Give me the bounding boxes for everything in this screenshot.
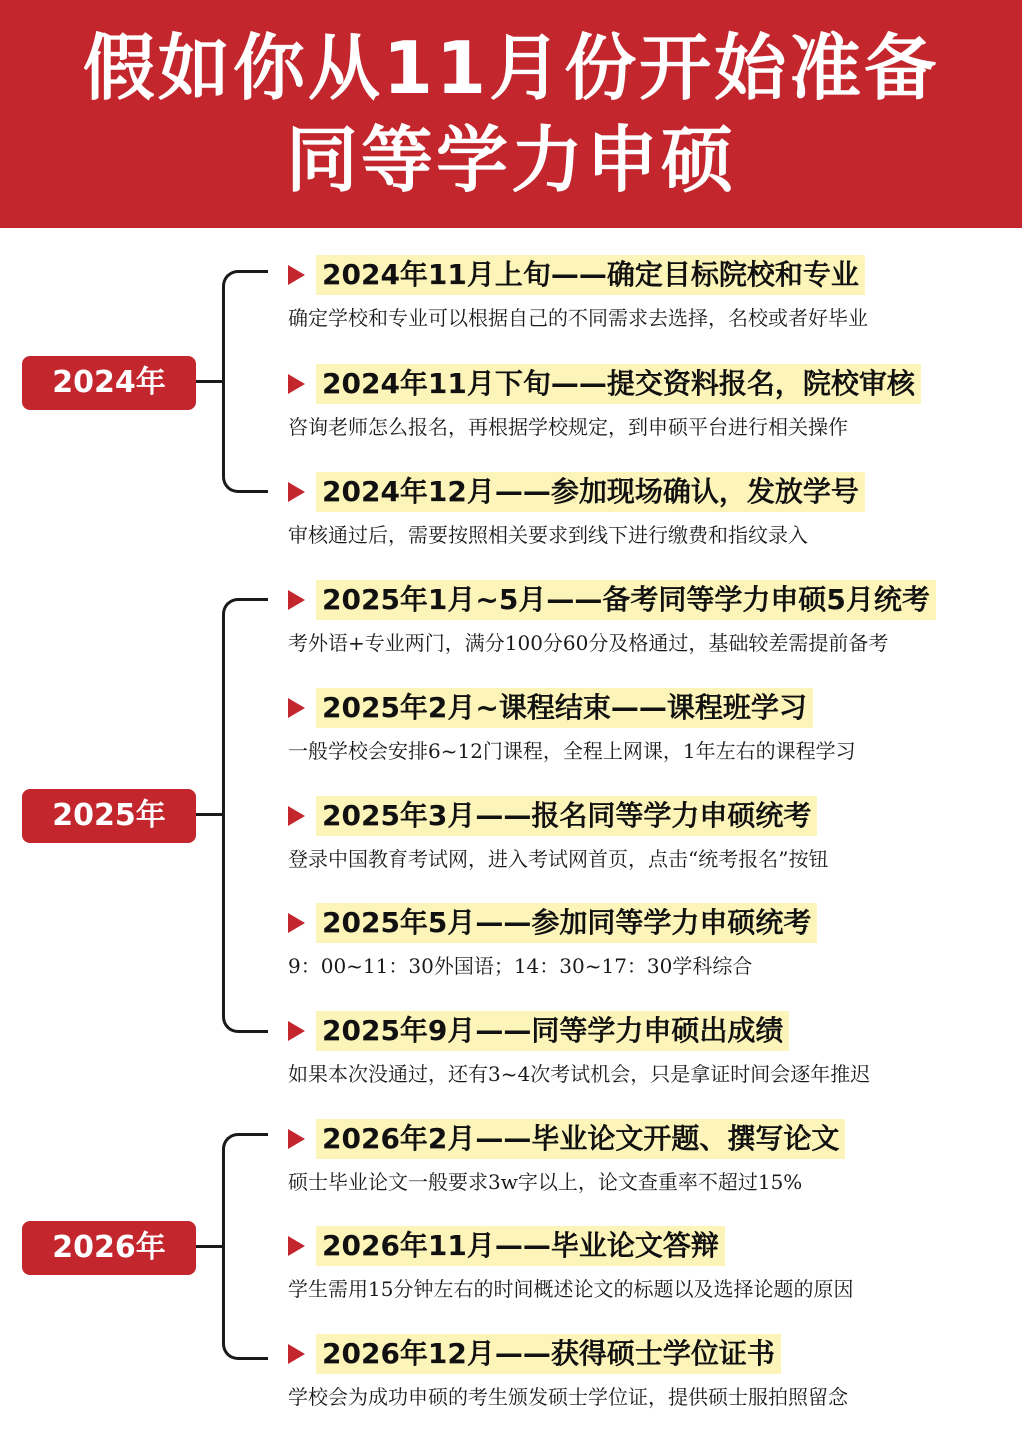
item-description: 如果本次没通过，还有3~4次考试机会，只是拿证时间会逐年推迟 [288, 1062, 871, 1086]
item-title: 2025年1月~5月——备考同等学力申硕5月统考 [316, 580, 936, 620]
item-title: 2024年12月——参加现场确认，发放学号 [316, 472, 865, 512]
triangle-marker-icon [288, 1021, 305, 1041]
item-description: 考外语+专业两门，满分100分60分及格通过，基础较差需提前备考 [288, 631, 889, 655]
triangle-marker-icon [288, 1344, 305, 1364]
item-title: 2025年2月~课程结束——课程班学习 [316, 688, 813, 728]
item-description: 硕士毕业论文一般要求3w字以上，论文查重率不超过15% [288, 1170, 803, 1194]
item-title: 2025年9月——同等学力申硕出成绩 [316, 1011, 789, 1051]
triangle-marker-icon [288, 1129, 305, 1149]
year-badge: 2025年 [22, 789, 196, 843]
triangle-marker-icon [288, 265, 305, 285]
timeline-bracket [222, 598, 268, 1033]
triangle-marker-icon [288, 482, 305, 502]
triangle-marker-icon [288, 374, 305, 394]
item-title: 2026年11月——毕业论文答辩 [316, 1226, 725, 1266]
year-badge: 2026年 [22, 1221, 196, 1275]
timeline-connector [196, 1245, 223, 1248]
item-description: 咨询老师怎么报名，再根据学校规定，到申硕平台进行相关操作 [288, 415, 848, 439]
title-banner [0, 0, 1022, 228]
item-title: 2024年11月上旬——确定目标院校和专业 [316, 255, 865, 295]
page-title-line-1: 假如你从11月份开始准备 [82, 26, 940, 110]
item-title: 2026年2月——毕业论文开题、撰写论文 [316, 1119, 845, 1159]
triangle-marker-icon [288, 806, 305, 826]
item-description: 学生需用15分钟左右的时间概述论文的标题以及选择论题的原因 [288, 1277, 854, 1301]
item-title: 2025年5月——参加同等学力申硕统考 [316, 903, 817, 943]
timeline-connector [196, 813, 223, 816]
item-description: 9：00~11：30外国语；14：30~17：30学科综合 [288, 954, 753, 978]
page-title-line-2: 同等学力申硕 [285, 118, 736, 202]
timeline-bracket [222, 1133, 268, 1360]
item-description: 确定学校和专业可以根据自己的不同需求去选择，名校或者好毕业 [288, 306, 868, 330]
item-description: 学校会为成功申硕的考生颁发硕士学位证，提供硕士服拍照留念 [288, 1385, 848, 1409]
item-title: 2025年3月——报名同等学力申硕统考 [316, 796, 817, 836]
item-description: 登录中国教育考试网，进入考试网首页，点击“统考报名”按钮 [288, 847, 829, 871]
year-badge: 2024年 [22, 356, 196, 410]
item-title: 2024年11月下旬——提交资料报名，院校审核 [316, 364, 921, 404]
timeline-bracket [222, 270, 268, 493]
triangle-marker-icon [288, 590, 305, 610]
timeline-connector [196, 380, 223, 383]
item-description: 审核通过后，需要按照相关要求到线下进行缴费和指纹录入 [288, 523, 808, 547]
triangle-marker-icon [288, 1236, 305, 1256]
triangle-marker-icon [288, 913, 305, 933]
item-description: 一般学校会安排6~12门课程，全程上网课，1年左右的课程学习 [288, 739, 856, 763]
triangle-marker-icon [288, 698, 305, 718]
item-title: 2026年12月——获得硕士学位证书 [316, 1334, 781, 1374]
